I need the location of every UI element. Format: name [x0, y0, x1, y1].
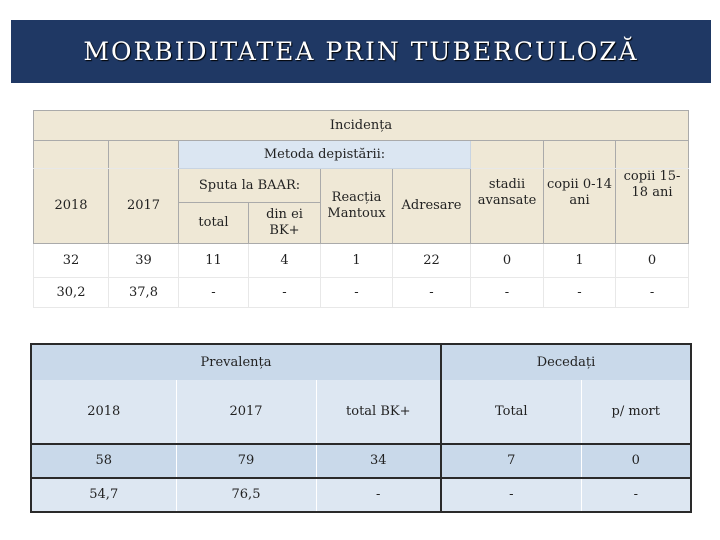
table-row	[34, 278, 689, 308]
table-cell: -	[471, 278, 544, 308]
table-cell: -	[393, 278, 471, 308]
copii-15-18-header: copii 15-18 ani	[616, 169, 689, 244]
total-header: total	[179, 203, 249, 244]
total-bk-header: total BK+	[316, 380, 441, 444]
header-filler	[544, 141, 616, 169]
p-mort-header: p/ mort	[581, 380, 691, 444]
table-cell: 79	[176, 444, 316, 478]
table-cell: 0	[471, 244, 544, 278]
metoda-header: Metoda depistării:	[179, 141, 471, 169]
reactia-header: Reacția Mantoux	[321, 169, 393, 244]
table-cell: -	[316, 478, 441, 512]
year-2018-header: 2018	[34, 169, 109, 244]
table-cell: -	[179, 278, 249, 308]
header-filler	[109, 141, 179, 169]
header-filler	[34, 141, 109, 169]
page-title: MORBIDITATEA PRIN TUBERCULOZĂ	[83, 37, 639, 66]
table-cell: 37,8	[109, 278, 179, 308]
decedati-header: Decedați	[441, 344, 691, 380]
stadii-header: stadii avansate	[471, 169, 544, 244]
total-header: Total	[441, 380, 581, 444]
title-bar	[11, 20, 711, 83]
table-cell: 4	[249, 244, 321, 278]
incidenta-header: Incidența	[34, 111, 689, 141]
copii-0-14-header: copii 0-14 ani	[544, 169, 616, 244]
table-cell: 30,2	[34, 278, 109, 308]
incidence-table	[33, 110, 689, 308]
table-cell: 54,7	[31, 478, 176, 512]
header-filler	[616, 141, 689, 169]
adresare-header: Adresare	[393, 169, 471, 244]
table-cell: 32	[34, 244, 109, 278]
header-filler	[471, 141, 544, 169]
table-cell: 76,5	[176, 478, 316, 512]
table-cell: -	[581, 478, 691, 512]
table-cell: -	[249, 278, 321, 308]
din-ei-header: din ei BK+	[249, 203, 321, 244]
table-row	[31, 478, 691, 512]
table-cell: 1	[321, 244, 393, 278]
table-cell: 58	[31, 444, 176, 478]
table-cell: 1	[544, 244, 616, 278]
table-row	[31, 444, 691, 478]
table-cell: 11	[179, 244, 249, 278]
table-cell: 22	[393, 244, 471, 278]
year-2017-header: 2017	[176, 380, 316, 444]
table-cell: 0	[581, 444, 691, 478]
table-cell: -	[441, 478, 581, 512]
table-cell: 39	[109, 244, 179, 278]
year-2018-header: 2018	[31, 380, 176, 444]
table-cell: 34	[316, 444, 441, 478]
year-2017-header: 2017	[109, 169, 179, 244]
table-cell: 0	[616, 244, 689, 278]
table-cell: -	[544, 278, 616, 308]
table-cell: -	[616, 278, 689, 308]
prevalenta-header: Prevalența	[31, 344, 441, 380]
table-row	[34, 244, 689, 278]
table-cell: 7	[441, 444, 581, 478]
table-cell: -	[321, 278, 393, 308]
sputa-header: Sputa la BAAR:	[179, 169, 321, 203]
prevalence-table	[30, 343, 692, 513]
